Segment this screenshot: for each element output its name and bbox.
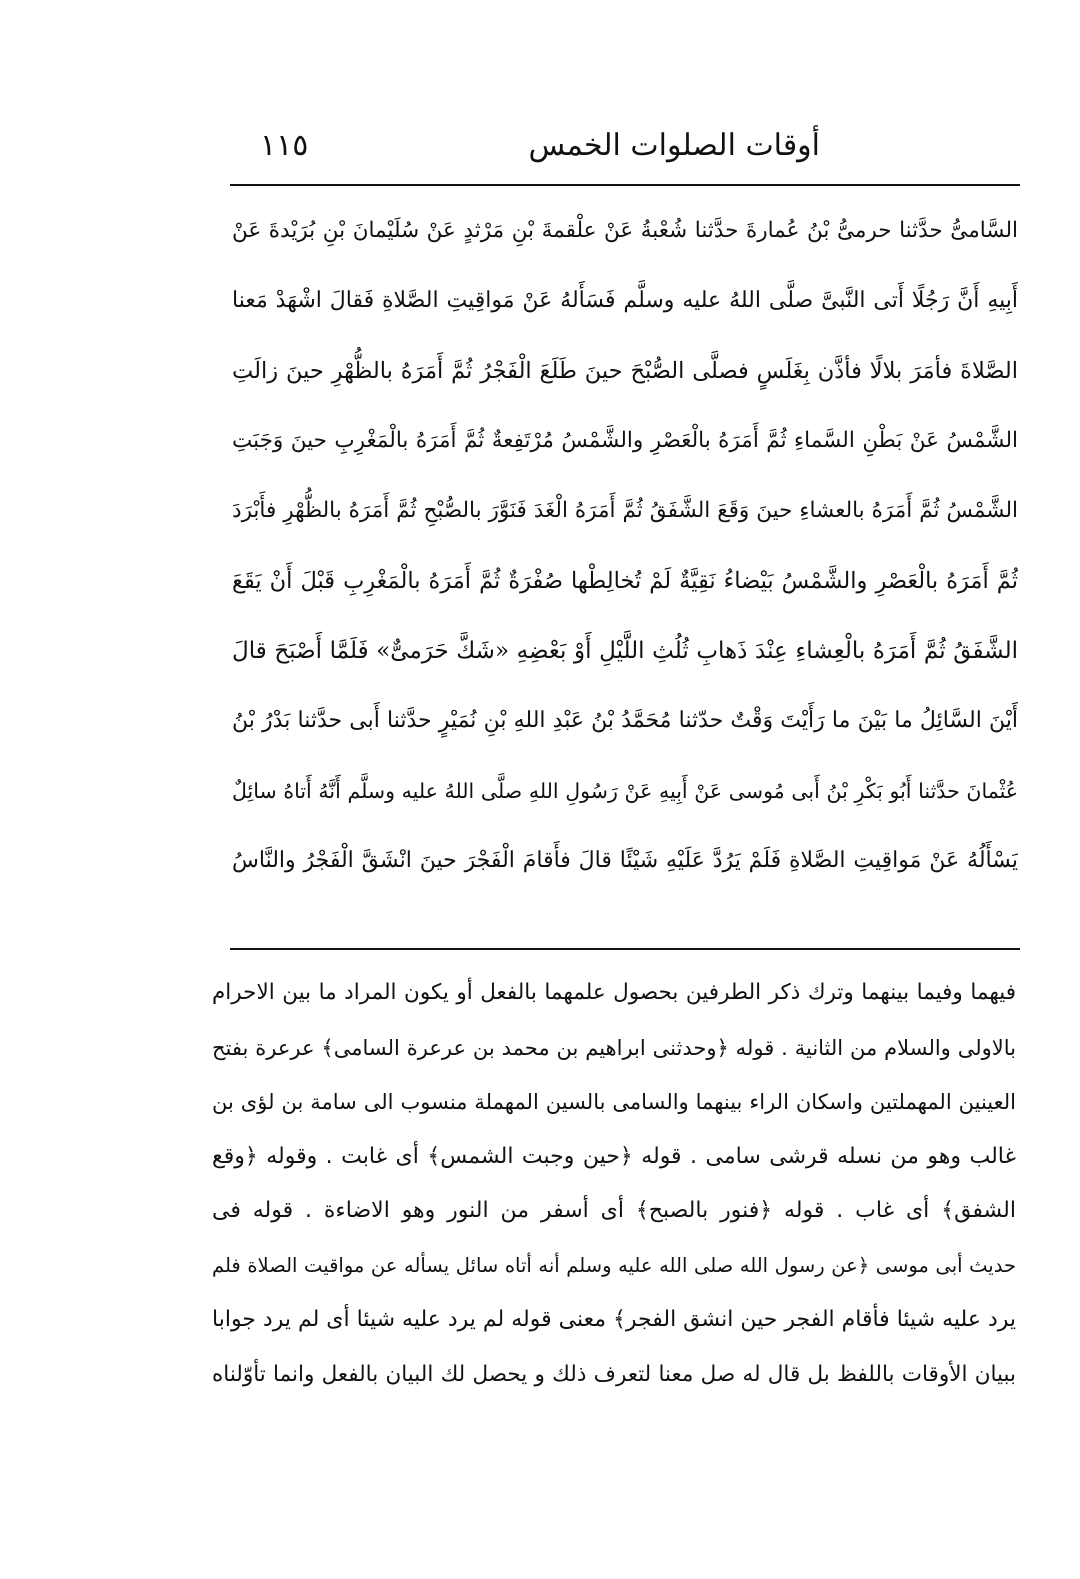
hadith-line: ثُمَّ أَمَرَهُ بالْعَصْرِ والشَّمْسُ بَيْضاءُ نَقِيَّةٌ لَمْ تُخالِطْها صُفْرَةٌ ثُمَّ أَمَرَهُ بالْمَغْرِبِ قَبْلَ أَنْ يَقَعَ <box>232 568 1018 594</box>
commentary-line: الشفق﴾ أى غاب . قوله ﴿فنور بالصبح﴾ أى أسفر من النور وهو الاضاءة . قوله فى <box>212 1198 1016 1223</box>
hadith-line: أَيْنَ السَّائِلُ ما بَيْنَ ما رَأَيْتَ وَقْتٌ حدّثنا مُحَمَّدُ بْنُ عَبْدِ اللهِ بْنِ نُمَيْرٍ حدَّثنا أَبى حدَّثنا بَدْرُ بْنُ <box>232 708 1018 733</box>
commentary-line: ببيان الأوقات باللفظ بل قال له صل معنا لتعرف ذلك و يحصل لك البيان بالفعل وانما تأوّلناه <box>212 1361 1016 1387</box>
commentary-line: بالاولى والسلام من الثانية . قوله ﴿وحدثنى ابراهيم بن محمد بن عرعرة السامى﴾ عرعرة بفتح <box>212 1035 1016 1060</box>
hadith-text <box>232 196 1018 896</box>
hadith-line: السَّامىُّ حدَّثنا حرمىُّ بْنُ عُمارةَ حدَّثنا شُعْبةُ عَنْ علْقمةَ بْنِ مَرْثدٍ عَنْ سُلَيْمانَ بْنِ بُرَيْدةَ عَنْ <box>232 218 1018 243</box>
hadith-line: أَبِيهِ أَنَّ رَجُلًا أَتى النَّبىَّ صلَّى اللهُ عليه وسلَّم فَسَأَلهُ عَنْ مَواقِيتِ الصَّلاةِ فَقالَ اشْهَدْ مَعنا <box>232 288 1018 313</box>
header-divider <box>230 184 1020 186</box>
page-number: ١١٥ <box>260 128 309 163</box>
commentary-line: حديث أبى موسى ﴿عن رسول الله صلى الله عليه وسلم أنه أتاه سائل يسأله عن مواقيت الصلاة فلم <box>212 1253 1016 1277</box>
commentary-line: غالب وهو من نسله قرشى سامى . قوله ﴿حين وجبت الشمس﴾ أى غابت . وقوله ﴿وقع <box>212 1143 1016 1169</box>
hadith-line: عُثْمانَ حدَّثنا أَبُو بَكْرِ بْنُ أَبى مُوسى عَنْ أَبِيهِ عَنْ رَسُولِ اللهِ صلَّى اللهُ عليه وسلَّم أَنَّهُ أَتاهُ سائِلٌ <box>232 779 1018 803</box>
hadith-line: الشَّمْسُ ثُمَّ أَمَرَهُ بالعشاءِ حينَ وَقَعَ الشَّفَقُ ثُمَّ أَمَرَهُ الْغَدَ فَنَوَّرَ بالصُّبْحِ ثُمَّ أَمَرَهُ بالظُّهْرِ فأَبْرَدَ <box>232 498 1018 523</box>
hadith-line: الصَّلاةَ فأمَرَ بلالًا فأذَّن بِغَلَسٍ فصلَّى الصُّبْحَ حينَ طَلَعَ الْفَجْرُ ثُمَّ أَمَرَهُ بالظُّهْرِ حينَ زالَتِ <box>232 358 1018 384</box>
commentary-divider <box>230 948 1020 950</box>
page-header <box>230 128 1020 178</box>
hadith-line: الشَّفَقُ ثُمَّ أَمَرَهُ بالْعِشاءِ عِنْدَ ذَهابِ ثُلُثِ اللَّيْلِ أَوْ بَعْضِهِ «شَكَّ حَرَمىٌّ» فَلَمَّا أَصْبَحَ قالَ <box>232 638 1018 664</box>
commentary-text <box>212 966 1016 1402</box>
commentary-line: العينين المهملتين واسكان الراء بينهما والسامى بالسين المهملة منسوب الى سامة بن لؤى بن <box>212 1090 1016 1114</box>
hadith-line: يَسْأَلُهُ عَنْ مَواقِيتِ الصَّلاةِ فَلَمْ يَرُدَّ عَلَيْهِ شَيْئًا قالَ فأَقامَ الْفَجْرَ حينَ انْشَقَّ الْفَجْرُ والنَّاسُ <box>232 848 1018 873</box>
hadith-line: الشَّمْسُ عَنْ بَطْنِ السَّماءِ ثُمَّ أَمَرَهُ بالْعَصْرِ والشَّمْسُ مُرْتَفِعةٌ ثُمَّ أَمَرَهُ بالْمَغْرِبِ حينَ وَجَبَتِ <box>232 428 1018 453</box>
commentary-line: فيهما وفيما بينهما وترك ذكر الطرفين بحصول علمهما بالفعل أو يكون المراد ما بين الاحرام <box>212 980 1016 1005</box>
chapter-title: أوقات الصلوات الخمس <box>528 128 820 163</box>
commentary-line: يرد عليه شيئا فأقام الفجر حين انشق الفجر﴾ معنى قوله لم يرد عليه شيئا أى لم يرد جوابا <box>212 1307 1016 1332</box>
